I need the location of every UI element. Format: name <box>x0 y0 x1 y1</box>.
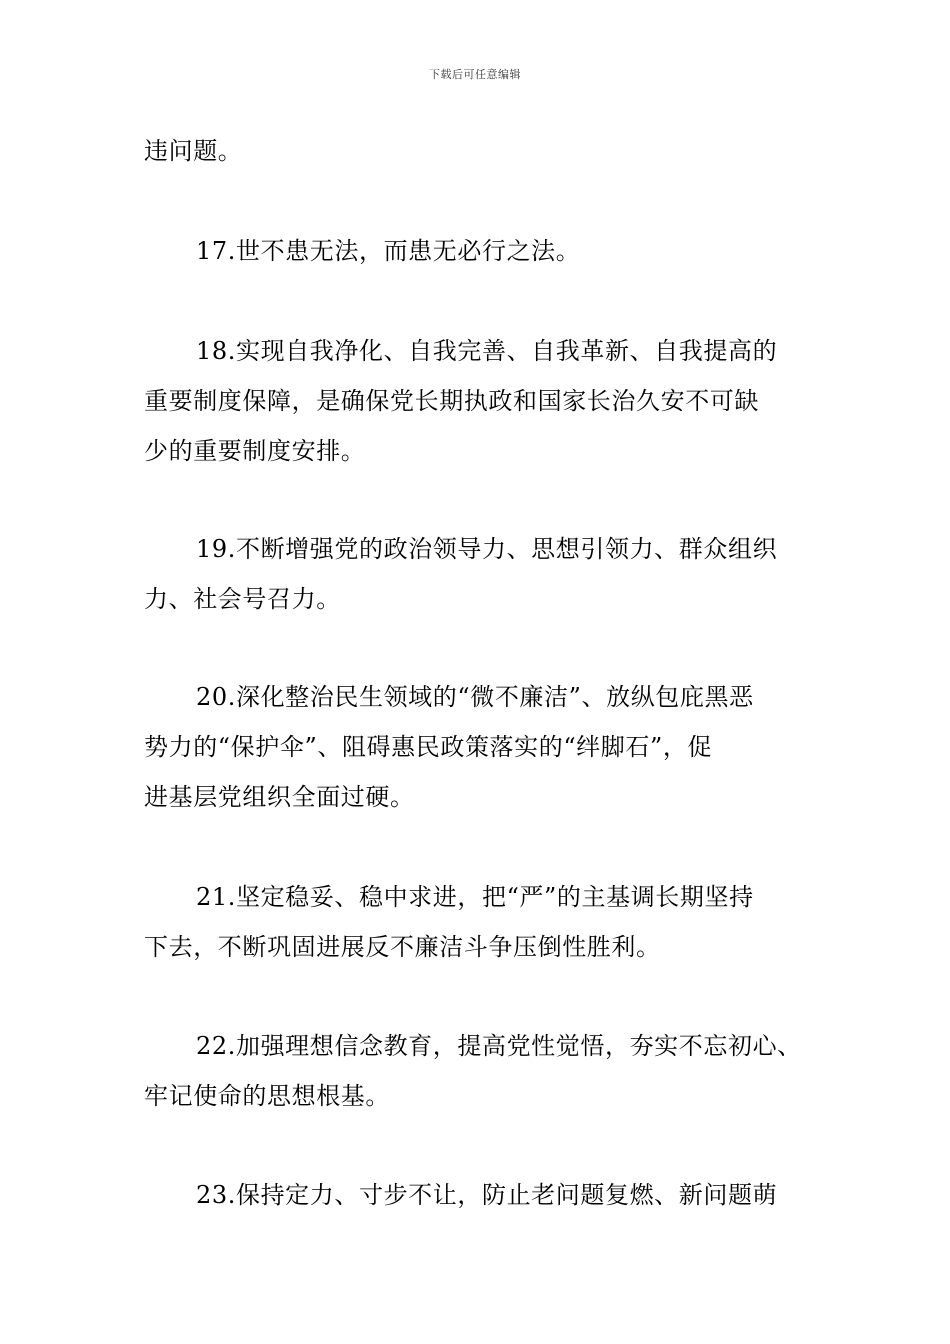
paragraph-line: 22.加强理想信念教育，提高党性觉悟，夯实不忘初心、 <box>196 1032 802 1060</box>
paragraph-line: 牢记使命的思想根基。 <box>144 1082 390 1110</box>
list-item-21 <box>144 872 824 972</box>
list-item-18 <box>144 326 824 476</box>
header-note: 下载后可任意编辑 <box>429 68 521 81</box>
paragraph-line: 重要制度保障，是确保党长期执政和国家长治久安不可缺 <box>144 387 759 415</box>
list-item-20 <box>144 672 824 822</box>
list-item-22 <box>144 1021 824 1121</box>
paragraph-line: 19.不断增强党的政治领导力、思想引领力、群众组织 <box>196 535 778 563</box>
paragraph-line: 21.坚定稳妥、稳中求进，把“严”的主基调长期坚持 <box>196 883 754 911</box>
paragraph-line: 下去，不断巩固进展反不廉洁斗争压倒性胜利。 <box>144 933 661 961</box>
paragraph-line: 23.保持定力、寸步不让，防止老问题复燃、新问题萌 <box>196 1181 778 1209</box>
paragraph-line: 进基层党组织全面过硬。 <box>144 783 415 811</box>
paragraph-line: 力、社会号召力。 <box>144 585 341 613</box>
paragraph-line: 势力的“保护伞”、阻碍惠民政策落实的“绊脚石”，促 <box>144 733 713 761</box>
paragraph-line: 少的重要制度安排。 <box>144 437 366 465</box>
list-item-17 <box>144 226 824 276</box>
list-item-23 <box>144 1170 824 1220</box>
paragraph-line: 18.实现自我净化、自我完善、自我革新、自我提高的 <box>196 337 778 365</box>
continuation-paragraph <box>144 126 824 176</box>
paragraph-line: 17.世不患无法，而患无必行之法。 <box>196 237 581 265</box>
paragraph-text: 违问题。 <box>144 137 243 165</box>
paragraph-line: 20.深化整治民生领域的“微不廉洁”、放纵包庇黑恶 <box>196 683 754 711</box>
list-item-19 <box>144 524 824 624</box>
